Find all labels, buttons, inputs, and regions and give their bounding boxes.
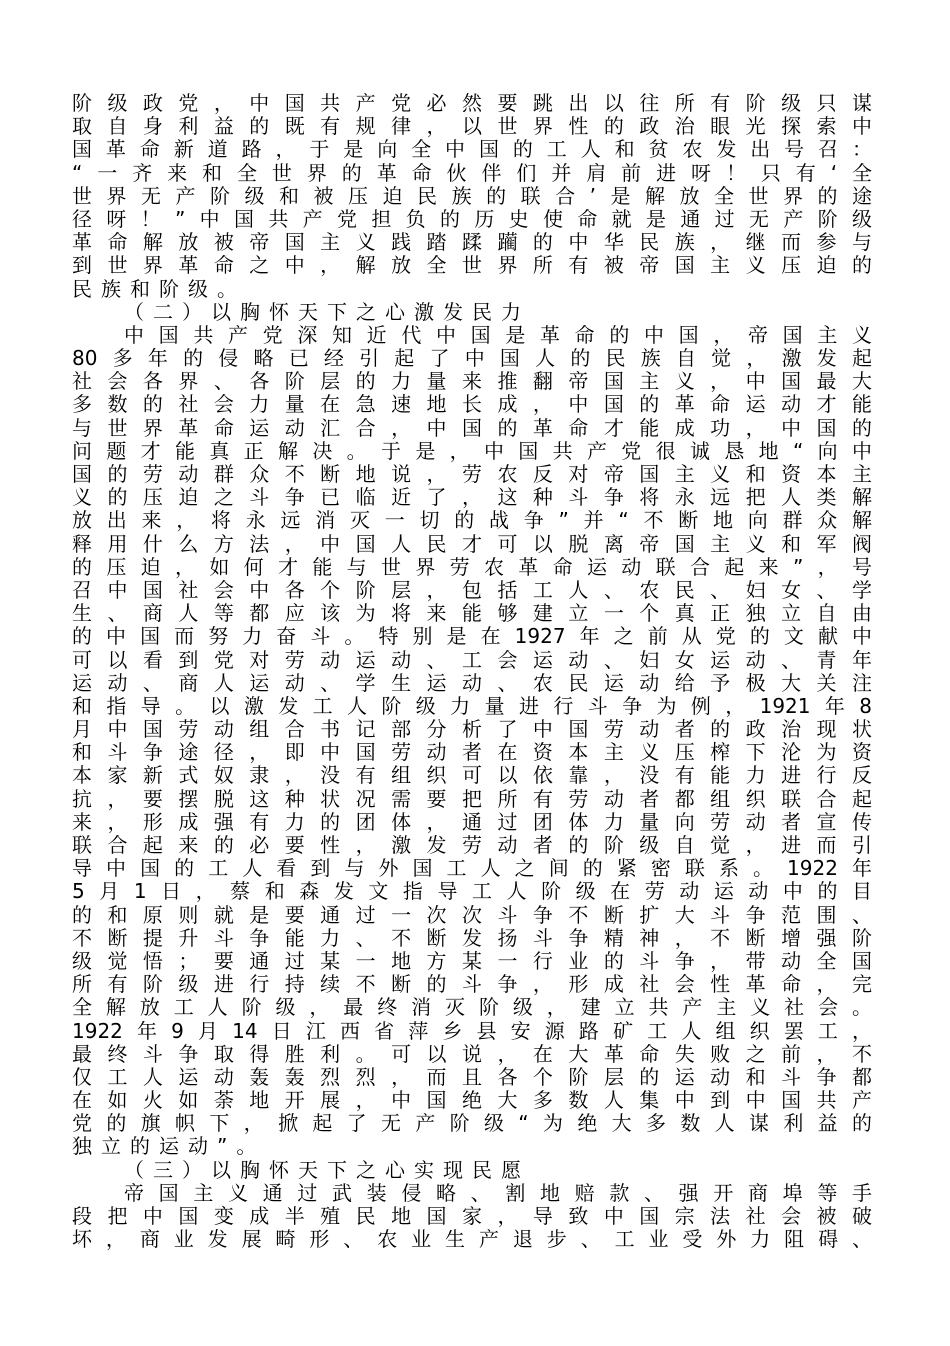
section-heading: （二）以胸怀天下之心激发民力	[124, 299, 530, 324]
text-line: 抗，要摆脱这种状况需要把所有劳动者都组织联合起	[72, 786, 872, 811]
text-line: 民族和阶级。	[72, 276, 246, 301]
text-line: 国的劳动群众不断地说，劳农反对帝国主义和资本主	[72, 462, 872, 486]
text-line: “一齐来和全世界的革命伙伴们并肩前进呀！只有‘全	[72, 160, 872, 185]
text-line: 世界无产阶级和被压迫民族的联合’是解放全世界的途	[72, 183, 872, 208]
text-line: 到世界革命之中，解放全世界所有被帝国主义压迫的	[72, 253, 872, 278]
text-line: 5月1日，蔡和森发文指导工人阶级在劳动运动中的目	[72, 879, 872, 904]
text-line: 坏，商业发展畸形、农业生产退步、工业受外力阻碍、	[72, 1227, 872, 1252]
text-line: 仅工人运动轰轰烈烈，而且各个阶层的运动和斗争都	[72, 1064, 872, 1089]
text-line: 级觉悟；要通过某一地方某一行业的斗争，带动全国	[72, 948, 872, 973]
text-line: 来，形成强有力的团体，通过团体力量向劳动者宣传	[72, 809, 872, 834]
text-line: 释用什么方法，中国人民才可以脱离帝国主义和军阀	[72, 531, 872, 556]
text-line: 生、商人等都应该为将来能够建立一个真正独立自由	[72, 601, 872, 626]
text-line: 召中国社会中各个阶层，包括工人、农民、妇女、学	[72, 577, 872, 602]
text-line: 径呀！”中国共产党担负的历史使命就是通过无产阶级	[72, 206, 872, 231]
text-line: 最终斗争取得胜利。可以说，在大革命失败之前，不	[72, 1041, 872, 1066]
text-line: 放出来，将永远消灭一切的战争”并“不断地向群众解	[72, 508, 872, 533]
text-line: 与世界革命运动汇合，中国的革命才能成功，中国的	[72, 415, 872, 440]
document-body	[72, 92, 872, 1251]
text-line: 可以看到党对劳动运动、工会运动、妇女运动、青年	[72, 647, 872, 672]
text-line: 国革命新道路，于是向全中国的工人和贫农发出号召：	[72, 137, 872, 162]
text-line: 党的旗帜下，掀起了无产阶级“为绝大多数人谋利益的	[72, 1111, 872, 1136]
section-heading: （三）以胸怀天下之心实现民愿	[124, 1157, 530, 1182]
text-line: 80多年的侵略已经引起了中国人的民族自觉，激发起	[72, 346, 872, 371]
text-line: 革命解放被帝国主义践踏蹂躏的中华民族，继而参与	[72, 230, 872, 255]
text-line: 的和原则就是要通过一次次斗争不断扩大斗争范围、	[72, 902, 872, 927]
text-line: 义的压迫之斗争已临近了，这种斗争将永远把人类解	[72, 485, 872, 510]
text-line: 运动、商人运动、学生运动、农民运动给予极大关注	[72, 670, 872, 695]
text-line: 问题才能真正解决。于是，中国共产党很诚恳地“向中	[72, 438, 872, 463]
text-line: 阶级政党，中国共产党必然要跳出以往所有阶级只谋	[72, 91, 872, 115]
text-line: 和斗争途径，即中国劳动者在资本主义压榨下沦为资	[72, 740, 872, 765]
text-line: 在如火如荼地开展，中国绝大多数人集中到中国共产	[72, 1088, 872, 1113]
text-line: 社会各界、各阶层的力量来推翻帝国主义，中国最大	[72, 369, 872, 394]
text-line: 取自身利益的既有规律，以世界性的政治眼光探索中	[72, 114, 872, 139]
text-line: 全解放工人阶级，最终消灭阶级，建立共产主义社会。	[72, 995, 872, 1020]
text-line: 的压迫，如何才能与世界劳农革命运动联合起来”，号	[72, 554, 872, 579]
text-line: 月中国劳动组合书记部分析了中国劳动者的政治现状	[72, 717, 872, 742]
text-line: 多数的社会力量在急速地长成，中国的革命运动才能	[72, 392, 872, 417]
text-line: 的中国而努力奋斗。特别是在1927年之前从党的文献中	[72, 624, 872, 649]
text-line: 导中国的工人看到与外国工人之间的紧密联系。1922年	[72, 856, 872, 881]
text-line: 中国共产党深知近代中国是革命的中国，帝国主义	[124, 322, 872, 347]
text-line: 所有阶级进行持续不断的斗争，形成社会性革命，完	[72, 972, 872, 997]
text-line: 独立的运动”。	[72, 1134, 266, 1159]
text-line: 1922年9月14日江西省萍乡县安源路矿工人组织罢工，	[72, 1018, 872, 1043]
text-line: 联合起来的必要性，激发劳动者的阶级自觉，进而引	[72, 833, 872, 857]
text-line: 不断提升斗争能力、不断发扬斗争精神，不断增强阶	[72, 925, 872, 950]
text-line: 和指导。以激发工人阶级力量进行斗争为例，1921年8	[72, 693, 872, 718]
text-line: 帝国主义通过武装侵略、割地赔款、强开商埠等手	[124, 1180, 872, 1205]
text-line: 本家新式奴隶，没有组织可以依靠，没有能力进行反	[72, 763, 872, 788]
text-line: 段把中国变成半殖民地国家，导致中国宗法社会被破	[72, 1204, 872, 1228]
